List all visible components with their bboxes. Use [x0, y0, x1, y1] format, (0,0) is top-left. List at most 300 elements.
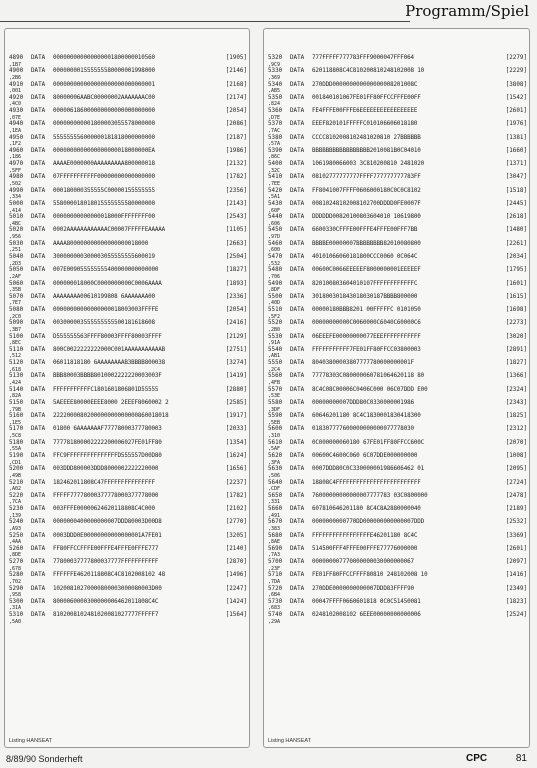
listing-row — [9, 559, 247, 572]
data-keyword: DATA — [290, 506, 305, 513]
listing-row — [9, 373, 247, 386]
line-number: 5430 — [268, 200, 283, 207]
row-checksum: [1905] — [225, 55, 247, 61]
line-checksum: ,8DF — [268, 287, 281, 294]
line-checksum: ,A93 — [9, 525, 22, 532]
line-checksum: ,958 — [9, 592, 22, 599]
data-keyword: DATA — [290, 479, 305, 486]
hex-data: 0C000000060180 67FE01FF80FFCC600C — [312, 439, 425, 446]
listing-row — [9, 612, 247, 625]
hex-data: 800C0022222222000C001AAAAAAAAAAAB — [53, 346, 166, 353]
hex-data: FFFFFFFFFFFC1801601806801D55555 — [53, 386, 159, 393]
magazine-logo: CPC — [466, 753, 488, 764]
data-keyword: DATA — [290, 320, 305, 327]
data-keyword: DATA — [290, 81, 305, 88]
line-number: 5530 — [268, 333, 283, 340]
hex-data: 007E009055555555400000000000000 — [53, 267, 159, 274]
data-keyword: DATA — [290, 68, 305, 75]
hex-data: FF80FFCCFFFE00FFFE4FFFE0FFFE777 — [53, 545, 159, 552]
line-checksum: ,8DE — [9, 552, 22, 559]
row-checksum: [2168] — [225, 81, 247, 88]
listing-row — [268, 108, 527, 121]
hex-data: 270DDD000000000000000008201008C — [312, 81, 418, 88]
data-keyword: DATA — [31, 320, 46, 327]
data-keyword: DATA — [290, 214, 305, 221]
listing-row — [9, 121, 247, 134]
row-checksum: [2273] — [505, 320, 527, 327]
hex-data: 607810646201180 8C4C8A2880000040 — [312, 506, 421, 513]
line-number: 5130 — [9, 373, 24, 380]
hex-data: FE4FFFE00FFFE6EEEEEEEEEEEEEEEEE — [312, 108, 418, 115]
line-checksum: ,8EC — [9, 340, 22, 347]
line-number: 4970 — [9, 161, 24, 168]
data-keyword: DATA — [290, 108, 305, 115]
listing-row — [9, 148, 247, 161]
data-keyword: DATA — [290, 452, 305, 459]
line-number: 5050 — [9, 267, 24, 274]
line-number: 5180 — [9, 439, 24, 446]
line-checksum: ,AB5 — [268, 88, 281, 95]
data-keyword: DATA — [31, 81, 46, 88]
row-checksum: [2189] — [505, 506, 527, 513]
line-checksum: ,35B — [9, 287, 22, 294]
row-checksum: [1823] — [505, 598, 527, 605]
line-checksum: ,4FB — [268, 379, 281, 386]
hex-data: 01800 6AAAAAAAF77778000377780003 — [53, 426, 162, 433]
listing-row — [268, 281, 527, 294]
line-checksum: ,AB1 — [268, 353, 281, 360]
row-checksum: [2663] — [225, 240, 247, 247]
data-keyword: DATA — [31, 506, 46, 513]
listing-row — [9, 533, 247, 546]
line-number: 5740 — [268, 612, 283, 619]
line-number: 5480 — [268, 267, 283, 274]
issue-label: 8/89/90 Sonderheft — [6, 754, 83, 764]
data-keyword: DATA — [290, 532, 305, 539]
line-number: 4920 — [9, 94, 24, 101]
line-checksum: ,3B7 — [9, 326, 22, 333]
data-keyword: DATA — [31, 479, 46, 486]
line-checksum: ,251 — [9, 247, 22, 254]
data-keyword: DATA — [31, 426, 46, 433]
row-checksum: [3020] — [505, 333, 527, 340]
data-keyword: DATA — [31, 466, 46, 473]
hex-data: 558000018018015555555580000000 — [53, 200, 155, 207]
row-checksum: [1366] — [505, 373, 527, 380]
line-checksum: ,57A — [268, 141, 281, 148]
line-number: 5620 — [268, 452, 283, 459]
line-number: 5440 — [268, 214, 283, 221]
row-checksum: [2034] — [505, 253, 527, 260]
listing-row — [268, 466, 527, 479]
data-keyword: DATA — [31, 174, 46, 181]
listing-row — [9, 161, 247, 174]
hex-data: 0248102008102 6EEE00000000000006 — [312, 612, 421, 619]
data-keyword: DATA — [290, 413, 305, 420]
line-number: 5350 — [268, 94, 283, 101]
row-checksum: [1698] — [505, 307, 527, 314]
line-checksum: ,29A — [268, 618, 281, 625]
hex-data: 00000000000000018000FFFFFFFF00 — [53, 214, 155, 221]
hex-data: 000000000000000001800000010560 — [53, 55, 155, 61]
row-checksum: [2033] — [225, 426, 247, 433]
listing-row — [268, 241, 527, 254]
line-number: 5110 — [9, 346, 24, 353]
line-checksum: ,7CA — [9, 499, 22, 506]
listing-row — [268, 373, 527, 386]
listing-row — [9, 95, 247, 108]
line-number: 5370 — [268, 121, 283, 128]
row-checksum: [2751] — [225, 346, 247, 353]
line-number: 5330 — [268, 68, 283, 75]
data-keyword: DATA — [290, 55, 305, 61]
data-keyword: DATA — [31, 452, 46, 459]
line-checksum: ,49B — [9, 472, 22, 479]
line-number: 5550 — [268, 360, 283, 367]
row-checksum: [2336] — [225, 293, 247, 300]
line-checksum: ,4BC — [9, 220, 22, 227]
row-checksum: [2086] — [225, 121, 247, 128]
row-checksum: [1480] — [505, 227, 527, 234]
hex-data: 07FFFFFFFFFFF00000000000000000 — [53, 174, 155, 181]
listing-row — [268, 572, 527, 585]
line-number: 5000 — [9, 200, 24, 207]
data-keyword: DATA — [290, 293, 305, 300]
data-keyword: DATA — [290, 373, 305, 380]
data-keyword: DATA — [31, 94, 46, 101]
listing-row — [9, 519, 247, 532]
line-checksum: ,369 — [268, 74, 281, 81]
listing-row — [9, 572, 247, 585]
line-number: 4930 — [9, 108, 24, 115]
header-rule — [0, 21, 410, 22]
line-number: 5040 — [9, 253, 24, 260]
row-checksum: [3808] — [505, 81, 527, 88]
row-checksum: [1601] — [505, 280, 527, 287]
line-checksum: ,4AA — [9, 539, 22, 546]
listing-caption: Listing HANSEAT — [9, 738, 52, 744]
hex-data: 000000000000000000000000000001 — [53, 81, 155, 88]
line-number: 4940 — [9, 121, 24, 128]
line-checksum: ,824 — [268, 101, 281, 108]
line-number: 5060 — [9, 280, 24, 287]
listing-row — [268, 519, 527, 532]
hex-data: 003FFFE00000624620118808C4C000 — [53, 506, 155, 513]
hex-data: 182462011808C47FFFFFFFFFFFFFFF — [53, 479, 155, 486]
listing-panel-left — [4, 28, 250, 748]
hex-data: 0000000400000000007DDD80003D00D8 — [53, 519, 162, 526]
hex-data: 77800037777800037777FFFFFFFFFFF — [53, 559, 159, 566]
hex-data: 003DDD800003DDD8000002222220000 — [53, 466, 159, 473]
row-checksum: [1782] — [225, 492, 247, 499]
line-checksum: ,7E7 — [9, 300, 22, 307]
data-keyword: DATA — [290, 559, 305, 566]
listing-row — [268, 360, 527, 373]
row-checksum: [2174] — [225, 94, 247, 101]
listing-row — [9, 294, 247, 307]
listing-row — [268, 254, 527, 267]
listing-row — [9, 214, 247, 227]
listing-row — [268, 506, 527, 519]
data-keyword: DATA — [290, 572, 305, 579]
data-keyword: DATA — [31, 532, 46, 539]
data-keyword: DATA — [290, 426, 305, 433]
data-keyword: DATA — [290, 227, 305, 234]
line-number: 5680 — [268, 532, 283, 539]
listing-row — [268, 121, 527, 134]
line-number: 5400 — [268, 161, 283, 168]
listing-row — [9, 227, 247, 240]
row-checksum: [2585] — [225, 399, 247, 406]
data-keyword: DATA — [31, 360, 46, 367]
listing-row — [268, 267, 527, 280]
line-number: 5600 — [268, 426, 283, 433]
hex-data: 76000000000000007777783 03C0800000 — [312, 492, 428, 499]
hex-data: 000006186000000000000000000000 — [53, 108, 155, 115]
line-number: 5070 — [9, 293, 24, 300]
line-number: 4900 — [9, 68, 24, 75]
line-number: 5140 — [9, 386, 24, 393]
line-number: 5730 — [268, 598, 283, 605]
hex-data: 820100803604010107FFFFFFFFFFFFC — [312, 280, 418, 287]
listing-row — [9, 241, 247, 254]
line-checksum: ,31A — [9, 605, 22, 612]
row-checksum: [1564] — [225, 612, 247, 619]
line-number: 5710 — [268, 572, 283, 579]
row-checksum: [2261] — [505, 240, 527, 247]
row-checksum: [2247] — [225, 585, 247, 592]
line-checksum: ,5FF — [9, 167, 22, 174]
line-checksum: ,7EE — [268, 180, 281, 187]
line-checksum: ,001 — [9, 88, 22, 95]
row-checksum: [1615] — [505, 293, 527, 300]
line-number: 5470 — [268, 253, 283, 260]
line-checksum: ,424 — [9, 379, 22, 386]
line-number: 5410 — [268, 174, 283, 181]
line-checksum: ,186 — [9, 154, 22, 161]
line-checksum: ,53E — [268, 393, 281, 400]
hex-data: AAAAE0000000AAAAAAAAA800000018 — [53, 161, 155, 168]
row-checksum: [1624] — [225, 452, 247, 459]
line-checksum: ,334 — [9, 194, 22, 201]
line-checksum: ,1B7 — [9, 61, 22, 68]
line-checksum: ,5C8 — [9, 433, 22, 440]
line-number: 4980 — [9, 174, 24, 181]
row-checksum: [2445] — [505, 200, 527, 207]
listing-row — [268, 214, 527, 227]
row-checksum: [3047] — [505, 174, 527, 181]
listing-row — [268, 174, 527, 187]
line-checksum: ,2AF — [9, 273, 22, 280]
data-keyword: DATA — [31, 386, 46, 393]
data-keyword: DATA — [31, 161, 46, 168]
line-checksum: ,60F — [268, 207, 281, 214]
data-keyword: DATA — [31, 333, 46, 340]
row-checksum: [1381] — [505, 134, 527, 141]
line-number: 5390 — [268, 147, 283, 154]
hex-data: 00000180BBB8201 00FFFFFC 0101050 — [312, 307, 421, 314]
hex-data: FFFFF77778000377778000377778000 — [53, 492, 159, 499]
row-checksum: [2143] — [225, 200, 247, 207]
data-keyword: DATA — [290, 399, 305, 406]
row-checksum: [2129] — [225, 333, 247, 340]
line-checksum: ,502 — [9, 180, 22, 187]
hex-data: 555555556000000181818000000000 — [53, 134, 155, 141]
line-number: 5630 — [268, 466, 283, 473]
hex-data: 77778303C080000060781064620118 80 — [312, 373, 425, 380]
line-checksum: ,97D — [268, 234, 281, 241]
row-checksum: [1518] — [505, 187, 527, 194]
line-checksum: ,A02 — [9, 486, 22, 493]
row-checksum: [1542] — [505, 94, 527, 101]
line-checksum: ,606 — [268, 220, 281, 227]
row-checksum: [2343] — [505, 399, 527, 406]
line-checksum: ,6B4 — [268, 592, 281, 599]
data-keyword: DATA — [31, 121, 46, 128]
line-number: 5420 — [268, 187, 283, 194]
row-checksum: [1419] — [225, 373, 247, 380]
line-number: 5190 — [9, 452, 24, 459]
hex-data: BBB80003BBBB8010002222220003003F — [53, 373, 162, 380]
line-number: 5360 — [268, 108, 283, 115]
hex-data: DDDDDD00820100803604010 10619800 — [312, 214, 421, 221]
line-checksum: ,383 — [268, 525, 281, 532]
line-checksum: ,2C4 — [268, 366, 281, 373]
data-keyword: DATA — [31, 214, 46, 221]
data-keyword: DATA — [31, 280, 46, 287]
hex-data: 00000000007DDD80C0330000001986 — [312, 399, 414, 406]
row-checksum: [1008] — [505, 452, 527, 459]
row-checksum: [1795] — [505, 267, 527, 274]
line-number: 5150 — [9, 399, 24, 406]
line-number: 5280 — [9, 572, 24, 579]
line-number: 5090 — [9, 320, 24, 327]
data-keyword: DATA — [31, 134, 46, 141]
data-keyword: DATA — [290, 121, 305, 128]
row-checksum: [2478] — [505, 492, 527, 499]
data-keyword: DATA — [290, 333, 305, 340]
listing-row — [268, 533, 527, 546]
line-checksum: ,600 — [268, 247, 281, 254]
line-number: 4890 — [9, 55, 24, 61]
hex-data: 000000000001800003055578000000 — [53, 121, 155, 128]
hex-data: FE01FF80FFCCFFFF80810 248102008 10 — [312, 572, 428, 579]
line-number: 5230 — [9, 506, 24, 513]
line-checksum: ,5A1 — [268, 194, 281, 201]
row-checksum: [1105] — [225, 227, 247, 234]
hex-data: 000000001555555580000001998000 — [53, 68, 155, 75]
line-number: 5690 — [268, 545, 283, 552]
listing-row — [268, 400, 527, 413]
listing-row — [9, 201, 247, 214]
data-keyword: DATA — [290, 240, 305, 247]
listing-row — [9, 426, 247, 439]
line-checksum: ,32C — [268, 167, 281, 174]
line-number: 5210 — [9, 479, 24, 486]
listing-row — [268, 161, 527, 174]
hex-data: 0003DDD0E00000000000000001A7FE01 — [53, 532, 162, 539]
line-number: 5080 — [9, 307, 24, 314]
hex-data: FFC9FFFFFFFFFFFFFFFD555557D00D80 — [53, 452, 162, 459]
data-keyword: DATA — [290, 200, 305, 207]
listing-row — [268, 55, 527, 68]
listing-row — [9, 334, 247, 347]
hex-data: 2222000080200000000000000860018018 — [53, 413, 169, 420]
row-checksum: [2891] — [505, 346, 527, 353]
line-number: 5670 — [268, 519, 283, 526]
data-keyword: DATA — [31, 267, 46, 274]
line-checksum: ,91A — [268, 340, 281, 347]
line-number: 5240 — [9, 519, 24, 526]
data-keyword: DATA — [290, 253, 305, 260]
line-checksum: ,7DA — [268, 578, 281, 585]
hex-data: 001840101067FE01FF80FFCCFFFE00FF — [312, 94, 421, 101]
line-checksum: ,1F2 — [9, 141, 22, 148]
listing-row — [268, 480, 527, 493]
line-checksum: ,956 — [9, 234, 22, 241]
row-checksum: [2132] — [225, 161, 247, 168]
line-checksum: ,702 — [9, 578, 22, 585]
data-keyword: DATA — [290, 492, 305, 499]
listing-row — [9, 586, 247, 599]
line-number: 5700 — [268, 559, 283, 566]
row-checksum: [2543] — [225, 214, 247, 221]
row-checksum: [2229] — [505, 68, 527, 75]
hex-data: 003000003555555555500181618608 — [53, 320, 155, 327]
row-checksum: [2140] — [225, 545, 247, 552]
row-checksum: [2312] — [505, 426, 527, 433]
line-checksum: ,532 — [268, 260, 281, 267]
listing-row — [9, 400, 247, 413]
listing-row — [268, 82, 527, 95]
listing-row — [268, 68, 527, 81]
listing-row — [268, 426, 527, 439]
line-number: 4960 — [9, 147, 24, 154]
line-checksum: ,683 — [268, 605, 281, 612]
data-keyword: DATA — [290, 267, 305, 274]
row-checksum: [2504] — [225, 253, 247, 260]
data-keyword: DATA — [31, 253, 46, 260]
row-checksum: [2237] — [225, 479, 247, 486]
data-keyword: DATA — [31, 612, 46, 619]
listing-row — [9, 267, 247, 280]
line-number: 5200 — [9, 466, 24, 473]
line-number: 5490 — [268, 280, 283, 287]
listing-row — [9, 174, 247, 187]
listing-row — [9, 307, 247, 320]
line-number: 5310 — [9, 612, 24, 619]
listing-row — [9, 466, 247, 479]
line-checksum: ,491 — [268, 512, 281, 519]
row-checksum: [1656] — [225, 466, 247, 473]
data-keyword: DATA — [290, 94, 305, 101]
listing-row — [268, 493, 527, 506]
row-checksum: [2870] — [225, 559, 247, 566]
row-checksum: [2324] — [505, 386, 527, 393]
listing-row — [9, 480, 247, 493]
line-number: 5570 — [268, 386, 283, 393]
hex-data: 00600C4600C060 6C07DDE000000000 — [312, 452, 418, 459]
listing-row — [268, 413, 527, 426]
row-checksum: [2102] — [225, 506, 247, 513]
hex-data: 0000000000000000000018000000EA — [53, 147, 155, 154]
line-checksum: ,414 — [9, 207, 22, 214]
listing-row — [9, 506, 247, 519]
listing-row — [9, 413, 247, 426]
hex-data: 00600C0066EEEEEF8000000001EEEEEF — [312, 267, 421, 274]
line-checksum: ,55A — [9, 446, 22, 453]
data-keyword: DATA — [31, 147, 46, 154]
